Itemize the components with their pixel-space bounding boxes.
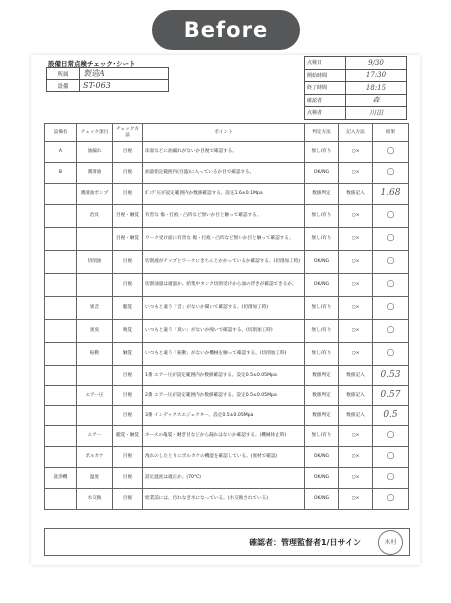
result-cell: 0.57 [373,386,409,406]
document-title: 設備日常点検チェック･シート [48,60,136,68]
equipment-cell [45,447,77,468]
point-cell: 給業前には、汚れなき水になっている。(水交換されている) [143,489,305,510]
result-cell: ○ [373,320,409,343]
table-row [45,320,409,343]
equipment-cell [45,297,77,320]
point-cell: 2番 エアー圧が設定範囲内か数値確認する。設定0.5±0.05Mpa [143,386,305,406]
check-item-cell: 油漏れ [77,142,113,163]
point-cell: いつもと違う「音」がないか聞いて確認する。(切削加工時) [143,297,305,320]
judgment-cell: 無し/有り [305,343,339,366]
entry-cell: ○× [339,468,373,489]
col-equipment: 設備名 [45,124,77,142]
judgment-cell: OK/NG [305,163,339,184]
equipment-cell [45,489,77,510]
signature-footer [44,528,410,556]
entry-cell: ○× [339,205,373,228]
check-method-cell: 目視 [113,406,143,426]
check-item-cell: 切削油 [77,251,113,274]
judgment-cell: 無し/有り [305,205,339,228]
entry-cell: ○× [339,320,373,343]
entry-cell: ○× [339,297,373,320]
check-method-cell: 目視 [113,163,143,184]
entry-cell: 数値記入 [339,386,373,406]
point-cell: ホースの亀裂・継ぎ目などから漏れはないか確認する。(機械休止時) [143,426,305,447]
result-cell: ○ [373,205,409,228]
point-cell: 床面などに油漏れがないか目視で確認する。 [143,142,305,163]
inspector-label: 点検者 [305,107,346,120]
check-item-cell: 潤滑油ポンプ [77,184,113,205]
column-header-row [45,124,409,142]
col-result: 結果 [373,124,409,142]
result-cell: ○ [373,163,409,184]
affiliation-value: 製造A [80,68,169,80]
point-cell: 切削油量は適量か。給集中タンク切削受けから油の浮きが確認できるか。 [143,274,305,297]
check-item-cell: エアー [77,426,113,447]
equipment-label: 設備 [47,80,80,92]
check-method-cell: 目視 [113,447,143,468]
table-row [45,142,409,163]
check-item-cell [77,366,113,386]
check-item-cell: 振動 [77,343,113,366]
result-cell: ○ [373,426,409,447]
equipment-cell: A [45,142,77,163]
judgment-cell: 数値判定 [305,406,339,426]
col-entry: 記入方法 [339,124,373,142]
before-label: Before [183,18,269,42]
result-cell: ○ [373,297,409,320]
entry-cell: ○× [339,426,373,447]
equipment-cell [45,184,77,205]
result-cell: ○ [373,228,409,251]
equipment-cell [45,205,77,228]
judgment-cell: 無し/有り [305,320,339,343]
result-cell: 0.5 [373,406,409,426]
check-item-cell: 温度 [77,468,113,489]
result-cell: ○ [373,447,409,468]
table-row [45,386,409,406]
judgment-cell: 数値判定 [305,184,339,205]
check-method-cell: 目視 [113,489,143,510]
table-row [45,489,409,510]
equipment-cell: B [45,163,77,184]
result-cell: ○ [373,343,409,366]
footer-label: 確認者：管理監督者1/日サイン [249,538,361,547]
header-row-confirmer [305,94,407,107]
header-row-inspector [305,107,407,120]
entry-cell: ○× [339,251,373,274]
check-item-cell: 異音 [77,297,113,320]
entry-cell: ○× [339,163,373,184]
start-time-label: 開始時間 [305,69,346,82]
checklist-body [45,142,409,510]
equipment-cell [45,320,77,343]
col-check-item: チェック項目 [77,124,113,142]
check-method-cell: 目視 [113,142,143,163]
equipment-cell [45,228,77,251]
table-row [45,406,409,426]
checklist-table [44,123,409,510]
start-time-value: 17:30 [346,69,407,82]
point-cell: いつもと違う「振動」がないか機械を触って確認する。(切削加工時) [143,343,305,366]
check-method-cell: 触覚 [113,343,143,366]
entry-cell: ○× [339,228,373,251]
check-method-cell: 聴覚・触覚 [113,426,143,447]
check-item-cell [77,274,113,297]
judgment-cell: OK/NG [305,447,339,468]
judgment-cell: OK/NG [305,468,339,489]
result-cell: 1.68 [373,184,409,205]
table-row [45,184,409,205]
equipment-cell [45,406,77,426]
entry-cell: ○× [339,489,373,510]
header-row-equipment [47,80,169,92]
table-row [45,366,409,386]
point-cell: 1番 エアー圧が設定範囲内か数値確認する。設定0.5±0.05Mpa [143,366,305,386]
check-item-cell [77,228,113,251]
check-item-cell: エアー圧 [77,386,113,406]
header-row-date [305,57,407,70]
point-cell: 切削液がチップとワークにきちんとかかっているか確認する。(切削加工時) [143,251,305,274]
check-item-cell: 異臭 [77,320,113,343]
header-right-table [304,56,407,120]
point-cell: ﾎﾟﾝﾌﾟ圧が設定範囲内か数値確認する。設定1.6±0.1Mpa [143,184,305,205]
point-cell: 洩れのしたとりにボルカケの機能を確認している。(異材で確認) [143,447,305,468]
point-cell: 油量指定範囲内(目盛)に入っているか目で確認する。 [143,163,305,184]
check-method-cell: 目視 [113,184,143,205]
entry-cell: ○× [339,274,373,297]
point-cell: 有害な 傷・打痕・凸凹など無いか目と触って確認する。 [143,205,305,228]
entry-cell: ○× [339,343,373,366]
check-item-cell: 水交換 [77,489,113,510]
equipment-value: ST-063 [80,80,169,92]
table-row [45,447,409,468]
header-left-table [46,67,169,92]
check-item-cell: ボルカケ [77,447,113,468]
judgment-cell: OK/NG [305,251,339,274]
table-row [45,205,409,228]
point-cell: 3番 インデックスエジェクター。設定0.5±0.05Mpa [143,406,305,426]
judgment-cell: 無し/有り [305,228,339,251]
check-method-cell: 目視 [113,274,143,297]
point-cell: 設定温度は適正か。(70℃) [143,468,305,489]
judgment-cell: 数値判定 [305,366,339,386]
end-time-label: 終了時間 [305,82,346,95]
check-method-cell: 目視・触覚 [113,228,143,251]
affiliation-label: 所属 [47,68,80,80]
check-method-cell: 嗅覚 [113,320,143,343]
judgment-cell: 無し/有り [305,426,339,447]
judgment-cell: 無し/有り [305,297,339,320]
result-cell: ○ [373,251,409,274]
date-label: 点検日 [305,57,346,70]
equipment-cell [45,274,77,297]
result-cell: ○ [373,489,409,510]
before-banner [152,10,300,50]
check-method-cell: 目視 [113,468,143,489]
confirmer-label: 確認者 [305,94,346,107]
result-cell: ○ [373,468,409,489]
check-method-cell: 聴覚 [113,297,143,320]
judgment-cell: OK/NG [305,489,339,510]
judgment-cell: OK/NG [305,274,339,297]
check-item-cell: 潤滑油 [77,163,113,184]
entry-cell: ○× [339,142,373,163]
table-row [45,228,409,251]
check-method-cell: 目視 [113,366,143,386]
result-cell: ○ [373,142,409,163]
check-method-cell: 目視・触覚 [113,205,143,228]
date-value: 9/30 [346,57,407,70]
equipment-cell [45,343,77,366]
table-row [45,163,409,184]
entry-cell: 数値記入 [339,184,373,205]
col-judgment: 判定方法 [305,124,339,142]
entry-cell: 数値記入 [339,366,373,386]
entry-cell: ○× [339,447,373,468]
point-cell: ワーク受け面に有害な 傷・打痕・凸凹など無いか目と触って確認する。 [143,228,305,251]
table-row [45,468,409,489]
equipment-cell [45,366,77,386]
result-cell: 0.53 [373,366,409,386]
judgment-cell: 無し/有り [305,142,339,163]
result-cell: ○ [373,274,409,297]
table-row [45,426,409,447]
table-row [45,297,409,320]
check-method-cell: 目視 [113,386,143,406]
col-check-method: チェック方法 [113,124,143,142]
header-row-affiliation [47,68,169,80]
signature-stamp: 木村 [378,530,403,555]
header-row-end [305,82,407,95]
equipment-cell [45,251,77,274]
table-row [45,343,409,366]
header-row-start [305,69,407,82]
judgment-cell: 数値判定 [305,386,339,406]
entry-cell: 数値記入 [339,406,373,426]
point-cell: いつもと違う「臭い」がないか嗅いで確認する。(切削加工時) [143,320,305,343]
table-row [45,251,409,274]
table-row [45,274,409,297]
inspector-value: 川田 [346,107,407,120]
equipment-cell [45,426,77,447]
col-point: ポイント [143,124,305,142]
check-item-cell [77,406,113,426]
equipment-cell [45,386,77,406]
end-time-value: 18:15 [346,82,407,95]
check-item-cell: 治具 [77,205,113,228]
confirmer-value: 森 [346,94,407,107]
equipment-cell: 洗浄機 [45,468,77,489]
check-method-cell: 目視 [113,251,143,274]
